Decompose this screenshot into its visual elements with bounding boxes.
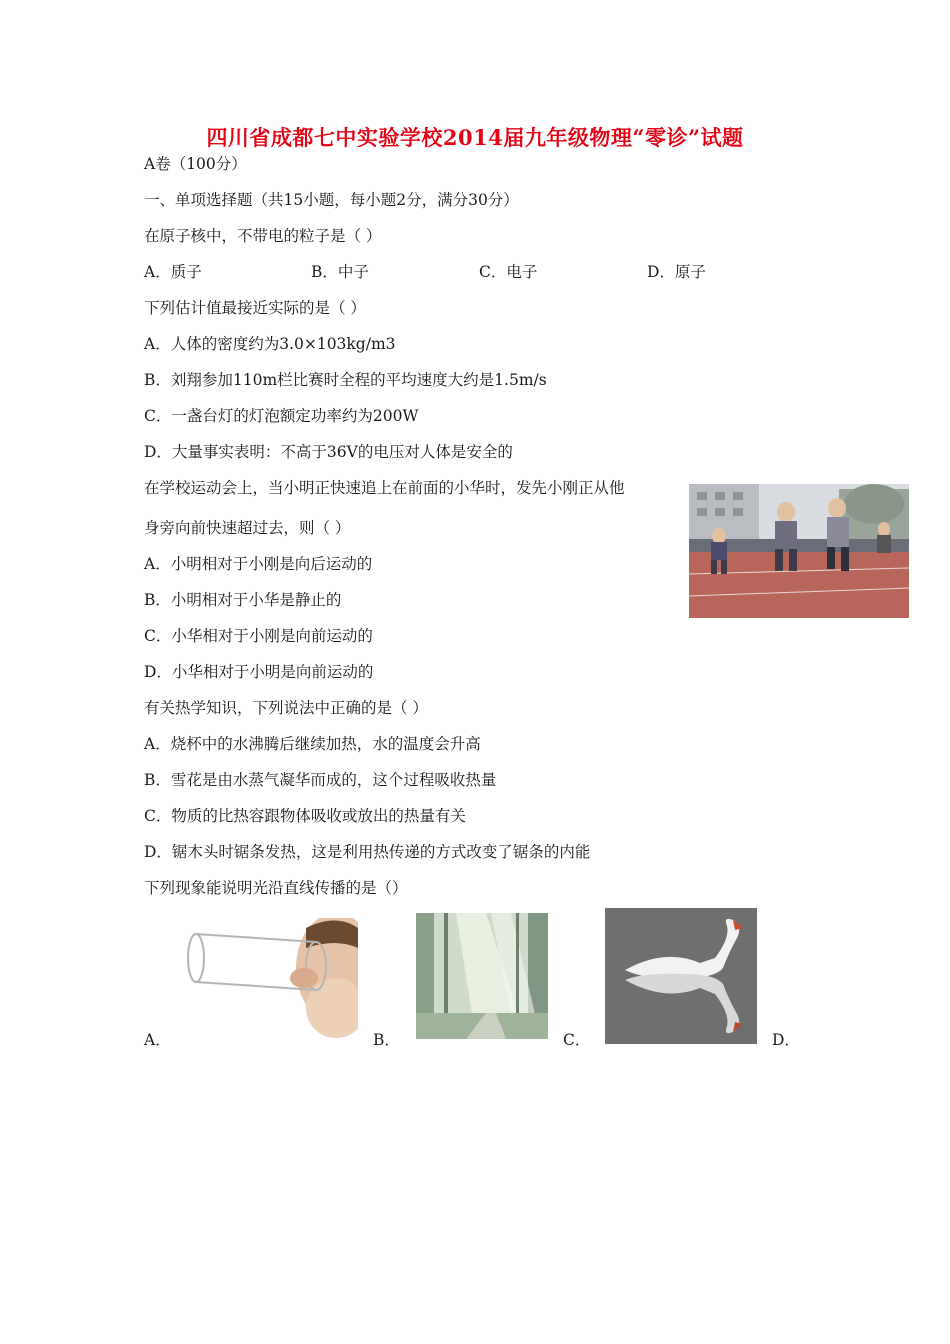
q2-option-d: D．大量事实表明：不高于36V的电压对人体是安全的 [144,443,513,461]
q2-stem: 下列估计值最接近实际的是（ ） [144,299,366,317]
q5-stem: 下列现象能说明光沿直线传播的是（） [144,879,408,897]
q4-option-c: C．物质的比热容跟物体吸收或放出的热量有关 [144,807,466,825]
q5-option-a-label: A． [144,1031,171,1049]
q1-option-c: C．电子 [479,263,538,281]
q3-option-b: B．小明相对于小华是静止的 [144,591,342,609]
q4-option-d: D．锯木头时锯条发热，这是利用热传递的方式改变了锯条的内能 [144,843,591,861]
swan-reflection-image [605,908,757,1044]
q5-option-b-label: B． [373,1031,400,1049]
q3-stem-line2: 身旁向前快速超过去，则（ ） [144,519,351,537]
q1-option-d: D．原子 [647,263,706,281]
q3-stem-line1: 在学校运动会上，当小明正快速追上在前面的小华时，发先小刚正从他 [144,479,625,497]
q4-stem: 有关热学知识，下列说法中正确的是（ ） [144,699,428,717]
sunlight-through-trees-image [416,913,548,1039]
q3-option-c: C．小华相对于小刚是向前运动的 [144,627,373,645]
q4-option-b: B．雪花是由水蒸气凝华而成的，这个过程吸收热量 [144,771,497,789]
q1-stem: 在原子核中，不带电的粒子是（ ） [144,227,382,245]
page-title: 四川省成都七中实验学校2014届九年级物理“零诊”试题 [206,125,744,150]
q3-option-a: A．小明相对于小刚是向后运动的 [144,555,373,573]
q4-option-a: A．烧杯中的水沸腾后继续加热，水的温度会升高 [144,735,481,753]
q1-option-b: B．中子 [311,263,369,281]
child-looking-through-glass-image [186,918,358,1044]
q5-option-c-label: C． [563,1031,591,1049]
part1-header: 一、单项选择题（共15小题，每小题2分，满分30分） [144,191,519,209]
q2-option-a: A．人体的密度约为3.0×103kg/m3 [144,335,396,353]
q2-option-b: B．刘翔参加110m栏比赛时全程的平均速度大约是1.5m/s [144,371,547,389]
q2-option-c: C．一盏台灯的灯泡额定功率约为200W [144,407,419,425]
q5-option-d-label: D． [772,1031,800,1049]
section-a-label: A卷（100分） [144,155,247,173]
q3-option-d: D．小华相对于小明是向前运动的 [144,663,374,681]
q1-option-a: A．质子 [144,263,202,281]
running-race-photo [689,484,909,618]
